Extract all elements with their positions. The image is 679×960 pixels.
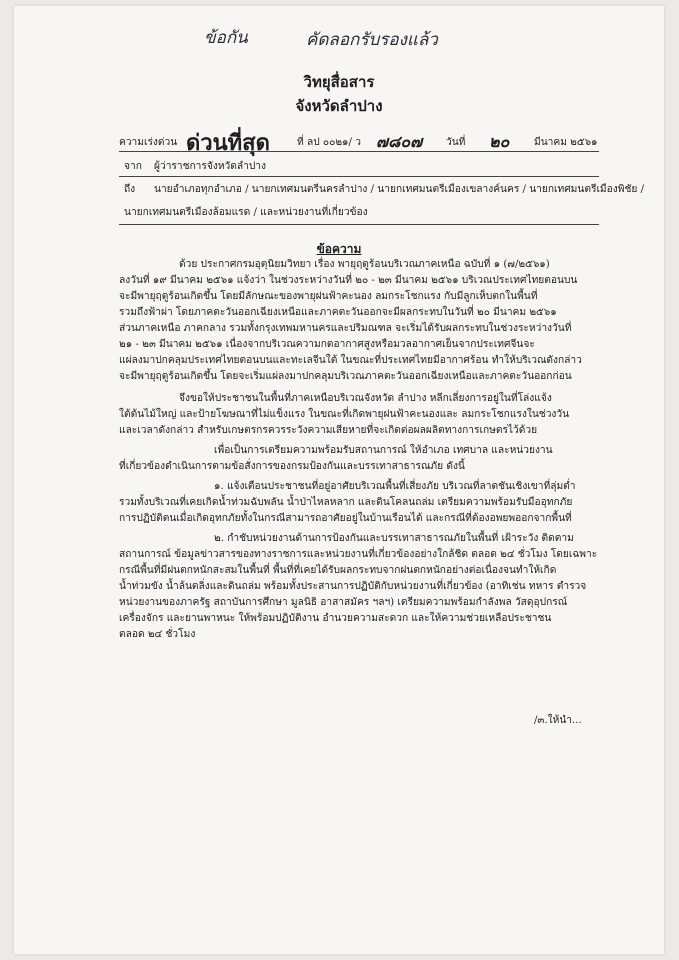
doc-number-handwritten: ๗๘๐๗ [376, 132, 423, 151]
body-line: และเวลาดังกล่าว สำหรับเกษตรกรควรระวังความเสียหายที่จะเกิดต่อผลผลิตทางการเกษตรไว้ด้วย [119, 425, 538, 436]
body-line: ๑. แจ้งเตือนประชาชนที่อยู่อาศัยบริเวณพื้นที่เสี่ยงภัย บริเวณที่ลาดชันเชิงเขาที่ลุ่มต่ำ [214, 481, 576, 492]
body-line: ใต้ต้นไม้ใหญ่ และป้ายโฆษณาที่ไม่แข็งแรง ในขณะที่เกิดพายุฝนฟ้าคะนองและ ลมกระโชกแรงในช่วงวัน [119, 409, 570, 420]
body-line: แผ่ลงมาปกคลุมประเทศไทยตอนบนและทะเลจีนใต้ ในขณะที่ประเทศไทยมีอากาศร้อน ทำให้บริเวณดังกล่าว [119, 355, 582, 366]
handwritten-note-right: คัดลอกรับรองแล้ว [306, 30, 438, 50]
body-line: กรณีพื้นที่มีฝนตกหนักสะสมในพื้นที่ พื้นที่ที่เคยได้รับผลกระทบจากฝนตกหนักอย่างต่อเนื่องจนทำให้เกิด [119, 565, 557, 576]
body-line: น้ำท่วมขัง น้ำล้นตลิ่งและดินถล่ม พร้อมทั้งประสานการปฏิบัติกับหน่วยงานที่เกี่ยวข้อง (อาทิเช่น ทหาร ตำรวจ [119, 581, 587, 592]
body-line: รวมทั้งบริเวณที่เคยเกิดน้ำท่วมฉับพลัน น้ำป่าไหลหลาก และดินโคลนถล่ม เตรียมความพร้อมรับมืออุทกภัย [119, 497, 573, 508]
meta-divider [119, 151, 599, 152]
date-day: ๒๐ [489, 132, 510, 151]
to-line-2: นายกเทศมนตรีเมืองล้อมแรด / และหน่วยงานที่เกี่ยวข้อง [124, 207, 368, 218]
continuation-note: /๓.ให้นำ... [534, 715, 582, 726]
header-org: วิทยุสื่อสาร [303, 73, 375, 91]
urgency-stamp: ด่วนที่สุด [186, 131, 270, 156]
body-line: จะมีพายุฤดูร้อนเกิดขึ้น โดยมีลักษณะของพายุฝนฟ้าคะนอง ลมกระโชกแรง กับมีลูกเห็บตกในพื้นที่ [119, 291, 538, 302]
from-value: ผู้ว่าราชการจังหวัดลำปาง [154, 161, 266, 172]
to-divider [119, 224, 599, 225]
body-line: การปฏิบัติตนเมื่อเกิดอุทกภัยทั้งในกรณีสามารถอาศัยอยู่ในบ้านเรือนได้ และกรณีที่ต้องอพยพออกจากพื้นที่ [119, 513, 572, 524]
urgency-label: ความเร่งด่วน [119, 137, 178, 148]
body-line: รวมถึงฟ้าผ่า โดยภาคตะวันออกเฉียงเหนือและภาคตะวันออกจะมีผลกระทบในวันที่ ๒๐ มีนาคม ๒๕๖๑ [119, 307, 557, 318]
document-sheet [14, 6, 664, 954]
body-line: จึงขอให้ประชาชนในพื้นที่ภาคเหนือบริเวณจังหวัด ลำปาง หลีกเลี่ยงการอยู่ในที่โล่งแจ้ง [179, 393, 552, 404]
body-line: เครื่องจักร และยานพาหนะ ให้พร้อมปฏิบัติงาน อำนวยความสะดวก และให้ความช่วยเหลือประชาชน [119, 613, 552, 624]
body-line: ๒. กำชับหน่วยงานด้านการป้องกันและบรรเทาสาธารณภัยในพื้นที่ เฝ้าระวัง ติดตาม [214, 533, 574, 544]
doc-number-label: ที่ ลป ๐๐๒๑/ ว [297, 137, 361, 148]
from-divider [119, 176, 599, 177]
header-province: จังหวัดลำปาง [295, 97, 383, 115]
to-label: ถึง [124, 184, 136, 195]
body-line: ตลอด ๒๔ ชั่วโมง [119, 629, 196, 640]
date-label: วันที่ [446, 137, 466, 148]
handwritten-note-left: ข้อกัน [204, 28, 248, 48]
to-line-1: นายอำเภอทุกอำเภอ / นายกเทศมนตรีนครลำปาง / นายกเทศมนตรีเมืองเขลางค์นคร / นายกเทศมนตรีเมืองพิชัย / [154, 184, 645, 195]
from-label: จาก [124, 161, 142, 172]
body-heading: ข้อความ [316, 242, 362, 256]
body-line: ส่วนภาคเหนือ ภาคกลาง รวมทั้งกรุงเทพมหานครและปริมณฑล จะเริ่มได้รับผลกระทบในช่วงระหว่างวันที่ [119, 323, 572, 334]
date-month-year: มีนาคม ๒๕๖๑ [534, 137, 598, 148]
body-line: ลงวันที่ ๑๙ มีนาคม ๒๕๖๑ แจ้งว่า ในช่วงระหว่างวันที่ ๒๐ - ๒๓ มีนาคม ๒๕๖๑ บริเวณประเทศไทยตอนบน [119, 275, 578, 286]
body-line: เพื่อเป็นการเตรียมความพร้อมรับสถานการณ์ ให้อำเภอ เทศบาล และหน่วยงาน [214, 445, 553, 456]
body-line: ที่เกี่ยวข้องดำเนินการตามข้อสั่งการของกรมป้องกันและบรรเทาสาธารณภัย ดังนี้ [119, 461, 465, 472]
body-line: ๒๑ - ๒๓ มีนาคม ๒๕๖๑ เนื่องจากบริเวณความกดอากาศสูงหรือมวลอากาศเย็นจากประเทศจีนจะ [119, 339, 535, 350]
body-line: สถานการณ์ ข้อมูลข่าวสารของทางราชการและหน่วยงานที่เกี่ยวข้องอย่างใกล้ชิด ตลอด ๒๔ ชั่วโมง โดยเฉพาะ [119, 549, 598, 560]
body-line: ด้วย ประกาศกรมอุตุนิยมวิทยา เรื่อง พายุฤดูร้อนบริเวณภาคเหนือ ฉบับที่ ๑ (๗/๒๕๖๑) [179, 259, 550, 270]
body-line: หน่วยงานของภาครัฐ สถาบันการศึกษา มูลนิธิ อาสาสมัคร ฯลฯ) เตรียมความพร้อมกำลังพล วัสดุอุปกรณ์ [119, 597, 568, 608]
body-line: จะมีพายุฤดูร้อนเกิดขึ้น โดยจะเริ่มแผ่ลงมาปกคลุมบริเวณภาคตะวันออกเฉียงเหนือและภาคตะวันออกก่อน [119, 371, 572, 382]
